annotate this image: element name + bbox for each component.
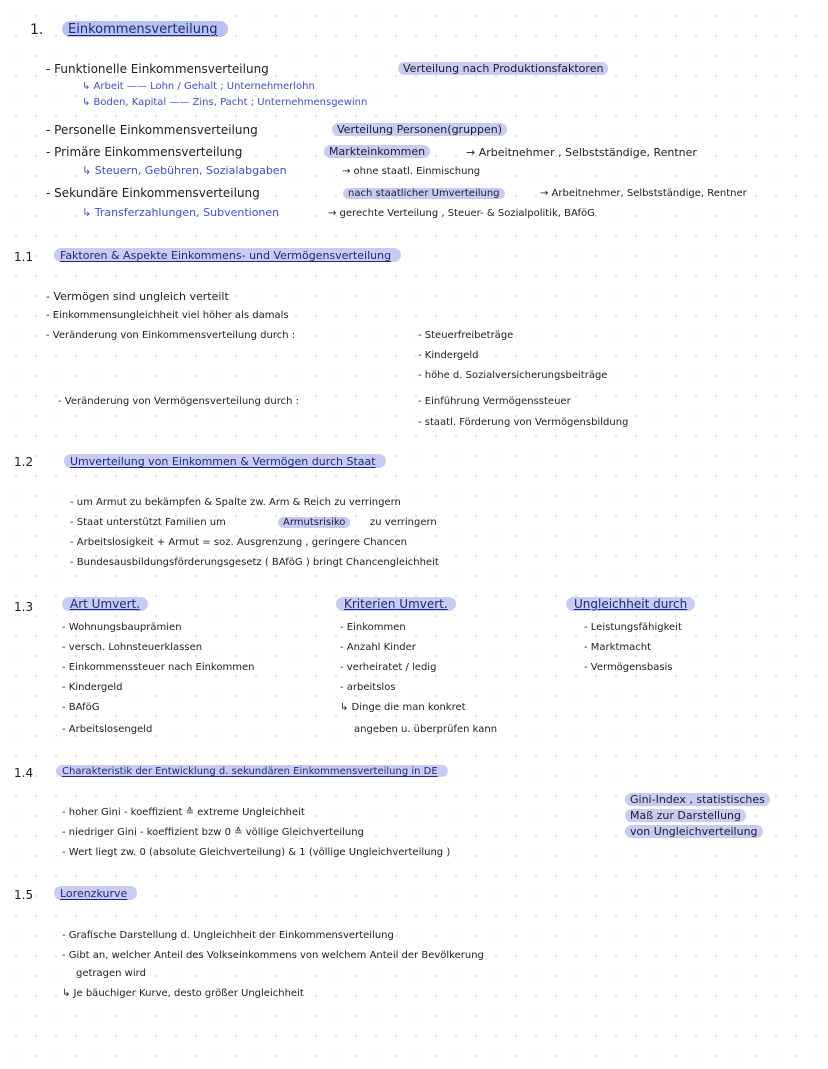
list-item: - Marktmacht bbox=[584, 642, 651, 653]
highlight: Markteinkommen bbox=[324, 145, 430, 158]
column-title: Art Umvert. bbox=[62, 597, 148, 611]
list-item: - Funktionelle Einkommensverteilung bbox=[46, 62, 269, 76]
list-item-rest: → Arbeitnehmer, Selbstständige, Rentner bbox=[540, 188, 747, 199]
note: ↳ Dinge die man konkret bbox=[340, 702, 466, 713]
list-item: - Primäre Einkommensverteilung bbox=[46, 145, 243, 159]
note: angeben u. überprüfen kann bbox=[354, 724, 498, 735]
sub-item: ↳ Arbeit —— Lohn / Gehalt ; Unternehmerlohn bbox=[82, 81, 315, 92]
list-item: - Bundesausbildungsförderungsgesetz ( BAföG ) bringt Chancengleichheit bbox=[70, 557, 439, 568]
section-number: 1.1 bbox=[14, 250, 34, 264]
section-title: Lorenzkurve bbox=[54, 886, 137, 900]
list-item: - verheiratet / ledig bbox=[340, 662, 437, 673]
sub-item-rest: → gerechte Verteilung , Steuer- & Sozialpolitik, BAföG bbox=[328, 208, 595, 219]
section-title: Faktoren & Aspekte Einkommens- und Vermögensverteilung bbox=[54, 248, 401, 262]
list-item: - Kindergeld bbox=[62, 682, 123, 693]
list-item: zu verringern bbox=[370, 517, 437, 528]
section-title: Einkommensverteilung bbox=[62, 21, 228, 37]
column-title: Kriterien Umvert. bbox=[336, 597, 456, 611]
list-item: - Veränderung von Einkommensverteilung durch : bbox=[46, 330, 296, 341]
section-title: Charakteristik der Entwicklung d. sekundären Einkommensverteilung in DE bbox=[56, 765, 448, 777]
list-item: - Sekundäre Einkommensverteilung bbox=[46, 186, 260, 200]
section-number: 1.2 bbox=[14, 455, 34, 469]
list-item: - Einkommen bbox=[340, 622, 406, 633]
gini-definition bbox=[625, 792, 770, 840]
highlight: Armutsrisiko bbox=[278, 517, 350, 528]
section-number: 1. bbox=[30, 22, 44, 38]
sub-item: ↳ Steuern, Gebühren, Sozialabgaben bbox=[82, 164, 287, 177]
list-item: - Kindergeld bbox=[418, 350, 479, 361]
list-item: - Arbeitslosengeld bbox=[62, 724, 153, 735]
list-item: - arbeitslos bbox=[340, 682, 396, 693]
list-item: - Veränderung von Vermögensverteilung durch : bbox=[58, 396, 299, 407]
sub-item-rest: → ohne staatl. Einmischung bbox=[342, 166, 481, 177]
list-item: - hoher Gini - koeffizient ≙ extreme Ungleichheit bbox=[62, 807, 305, 818]
list-item: - Wert liegt zw. 0 (absolute Gleichverteilung) & 1 (völlige Ungleichverteilung ) bbox=[62, 847, 451, 858]
list-item: - Vermögensbasis bbox=[584, 662, 673, 673]
list-item: - Steuerfreibeträge bbox=[418, 330, 514, 341]
list-item: - Wohnungsbauprämien bbox=[62, 622, 182, 633]
list-item: - Grafische Darstellung d. Ungleichheit der Einkommensverteilung bbox=[62, 930, 394, 941]
list-item: - versch. Lohnsteuerklassen bbox=[62, 642, 203, 653]
list-item: - staatl. Förderung von Vermögensbildung bbox=[418, 417, 629, 428]
gini-line: Gini-Index , statistisches bbox=[625, 793, 770, 806]
list-item-rest: → Arbeitnehmer , Selbstständige, Rentner bbox=[466, 146, 697, 159]
highlight: nach staatlicher Umverteilung bbox=[343, 188, 505, 199]
list-item: - Staat unterstützt Familien um bbox=[70, 517, 226, 528]
list-item: - Gibt an, welcher Anteil des Volkseinkommens von welchem Anteil der Bevölkerung bbox=[62, 950, 484, 961]
list-item: - Vermögen sind ungleich verteilt bbox=[46, 290, 229, 303]
list-item: - höhe d. Sozialversicherungsbeiträge bbox=[418, 370, 608, 381]
gini-line: Maß zur Darstellung bbox=[625, 809, 746, 822]
highlight: Verteilung Personen(gruppen) bbox=[332, 123, 507, 136]
list-item: - BAföG bbox=[62, 702, 100, 713]
list-item: - Arbeitslosigkeit + Armut = soz. Ausgrenzung , geringere Chancen bbox=[70, 537, 408, 548]
section-title: Umverteilung von Einkommen & Vermögen durch Staat bbox=[64, 454, 386, 468]
sub-item: ↳ Boden, Kapital —— Zins, Pacht ; Unternehmensgewinn bbox=[82, 97, 368, 108]
highlight: Verteilung nach Produktionsfaktoren bbox=[398, 62, 608, 75]
section-number: 1.5 bbox=[14, 888, 34, 902]
section-number: 1.4 bbox=[14, 766, 34, 780]
column-title: Ungleichheit durch bbox=[566, 597, 695, 611]
list-item: - Leistungsfähigkeit bbox=[584, 622, 682, 633]
list-item: - um Armut zu bekämpfen & Spalte zw. Arm & Reich zu verringern bbox=[70, 497, 401, 508]
list-item: - Einführung Vermögenssteuer bbox=[418, 396, 571, 407]
list-item: - Einkommensungleichheit viel höher als damals bbox=[46, 310, 289, 321]
list-item: - niedriger Gini - koeffizient bzw 0 ≙ völlige Gleichverteilung bbox=[62, 827, 364, 838]
list-item: - Einkommenssteuer nach Einkommen bbox=[62, 662, 255, 673]
gini-line: von Ungleichverteilung bbox=[625, 825, 763, 838]
list-item: getragen wird bbox=[76, 968, 146, 979]
section-number: 1.3 bbox=[14, 600, 34, 614]
list-item: ↳ Je bäuchiger Kurve, desto größer Ungleichheit bbox=[62, 988, 304, 999]
list-item: - Personelle Einkommensverteilung bbox=[46, 123, 258, 137]
sub-item: ↳ Transferzahlungen, Subventionen bbox=[82, 206, 280, 219]
list-item: - Anzahl Kinder bbox=[340, 642, 416, 653]
